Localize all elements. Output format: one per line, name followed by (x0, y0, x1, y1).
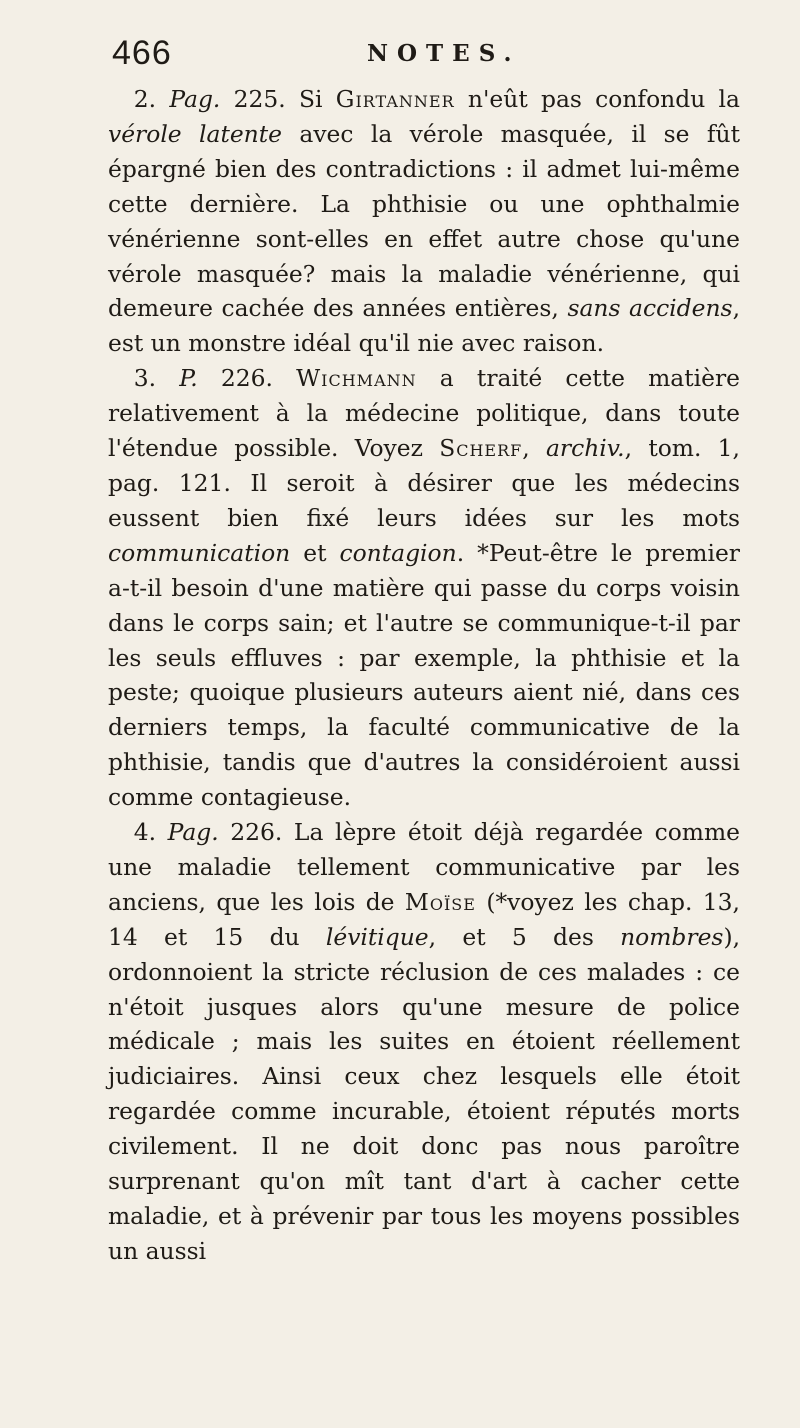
page-number: 466 (112, 34, 172, 72)
note-text-run: Scherf (439, 434, 523, 463)
note-text-run: P. (179, 364, 198, 393)
note-text-run: avec la vérole masquée, il se fût épargné bien des contradictions : il admet lui-même cette dernière. La phthisie ou une ophthalmie vénérienne sont-elles en effet autre chose qu'une vérole masquée? mais la maladie vénérienne, qui demeure cachée des années entières, (108, 119, 740, 323)
note-text-run: 3. (133, 364, 180, 393)
note-text-run: Pag. (169, 85, 221, 113)
note-text-run: Moïse (404, 887, 476, 916)
note-3 (108, 361, 740, 815)
note-text-run: et (290, 538, 340, 567)
note-text-run: , tom. 1, pag. 121. Il seroit à désirer que les médecins eussent bien fixé leurs idées sur les mots (108, 434, 740, 532)
notes-body (108, 82, 740, 1269)
note-text-run: Pag. (167, 818, 219, 847)
note-text-run: communication (108, 538, 291, 567)
note-text-run: vérole latente (108, 119, 282, 148)
note-text-run: lévitique (325, 922, 429, 951)
note-text-run: (*voyez les chap. 13, 14 et 15 du (108, 887, 740, 951)
note-text-run: sans accidens (567, 294, 733, 323)
note-text-run: , est un monstre idéal qu'il nie avec raison. (108, 294, 740, 358)
note-text-run: 2. (133, 85, 170, 113)
note-text-run: 226. (197, 364, 297, 393)
note-text-run: ), ordonnoient la stricte réclusion de ces malades : ce n'étoit jusques alors qu'une mesure de police médicale ; mais les suites en étoient réellement judiciaires. Ainsi ceux chez lesquels elle étoit regardée comme incurable, étoient réputés morts civilement. Il ne doit donc pas nous paroître surprenant qu'on mît tant d'art à cacher cette maladie, et à prévenir par tous les moyens possibles un aussi (108, 922, 740, 1265)
note-text-run: archiv. (545, 434, 625, 463)
note-2 (108, 82, 740, 361)
page-header (112, 26, 732, 76)
note-text-run: . *Peut-être le premier a-t-il besoin d'une matière qui passe du corps voisin dans le corps sain; et l'autre se communique-t-il par les seuls effluves : par exemple, la phthisie et la peste; quoique plusieurs auteurs aient nié, dans ces derniers temps, la faculté communicative de la phthisie, tandis que d'autres la considéroient aussi comme contagieuse. (108, 538, 740, 812)
note-text-run: , et 5 des (428, 922, 621, 951)
running-head: NOTES. (367, 40, 521, 67)
note-text-run: Girtanner (335, 85, 455, 113)
note-text-run: 225. Si (220, 85, 336, 113)
note-text-run: n'eût pas confondu la (454, 85, 740, 113)
note-text-run: 226. La lèpre étoit déjà regardée comme une maladie tellement communicative par les anciens, que les lois de (108, 818, 740, 916)
note-text-run: contagion (339, 538, 457, 567)
note-text-run: Wichmann (296, 364, 417, 393)
note-text-run: nombres (620, 922, 724, 951)
note-4 (108, 815, 740, 1269)
note-text-run: a traité cette matière relativement à la médecine politique, dans toute l'étendue possible. Voyez (108, 364, 740, 463)
note-text-run: , (522, 434, 546, 463)
note-text-run: 4. (133, 818, 168, 847)
